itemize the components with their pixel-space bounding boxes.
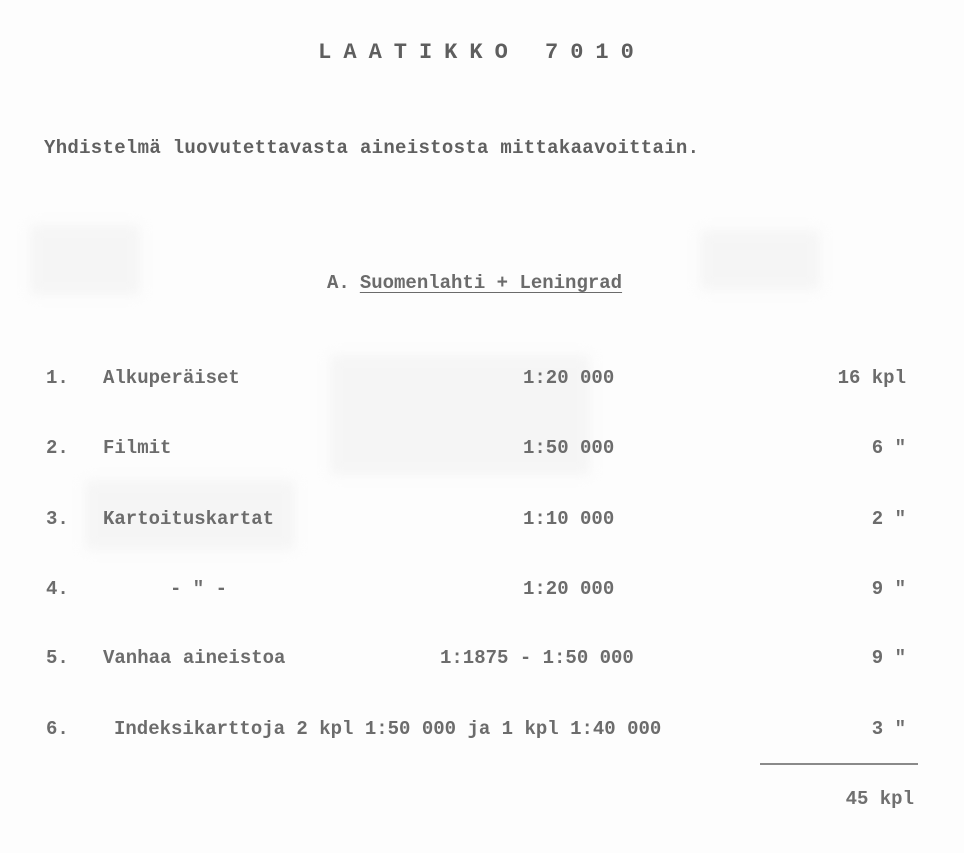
- section-prefix: A.: [327, 272, 350, 294]
- paper-stain: [30, 225, 140, 295]
- item-scale: 1:10 000: [523, 508, 615, 530]
- item-number: 6.: [46, 718, 69, 740]
- list-item: [0, 367, 964, 397]
- document-title: LAATIKKO 7010: [318, 40, 646, 65]
- item-description: Vanhaa aineistoa: [103, 647, 286, 669]
- item-number: 3.: [46, 508, 69, 530]
- item-count: 6 ": [871, 437, 906, 459]
- item-number: 5.: [46, 647, 69, 669]
- sum-rule: [760, 763, 918, 765]
- item-description: Alkuperäiset: [103, 367, 240, 389]
- item-description: Indeksikarttoja 2 kpl 1:50 000 ja 1 kpl 1:40 000: [114, 718, 662, 740]
- item-scale: 1:20 000: [523, 578, 615, 600]
- item-number: 4.: [46, 578, 69, 600]
- list-item: [0, 718, 964, 748]
- item-scale: 1:20 000: [523, 367, 615, 389]
- item-count: 9 ": [871, 647, 906, 669]
- item-count: 2 ": [871, 508, 906, 530]
- list-item: [0, 647, 964, 677]
- item-count: 3 ": [871, 718, 906, 740]
- item-number: 2.: [46, 437, 69, 459]
- item-description: - " -: [170, 578, 228, 600]
- item-count: 16 kpl: [837, 367, 906, 389]
- paper-stain: [700, 230, 820, 290]
- total-count: 45 kpl: [845, 788, 914, 810]
- item-description: Kartoituskartat: [103, 508, 275, 530]
- list-item: [0, 578, 964, 608]
- document-subtitle: Yhdistelmä luovutettavasta aineistosta mittakaavoittain.: [44, 137, 700, 159]
- item-count: 9 ": [871, 578, 906, 600]
- item-scale: 1:1875 - 1:50 000: [440, 647, 634, 669]
- section-heading: [327, 272, 622, 294]
- item-description: Filmit: [103, 437, 172, 459]
- list-item: [0, 508, 964, 538]
- section-name: Suomenlahti + Leningrad: [359, 272, 623, 294]
- item-number: 1.: [46, 367, 69, 389]
- list-item: [0, 437, 964, 467]
- item-scale: 1:50 000: [523, 437, 615, 459]
